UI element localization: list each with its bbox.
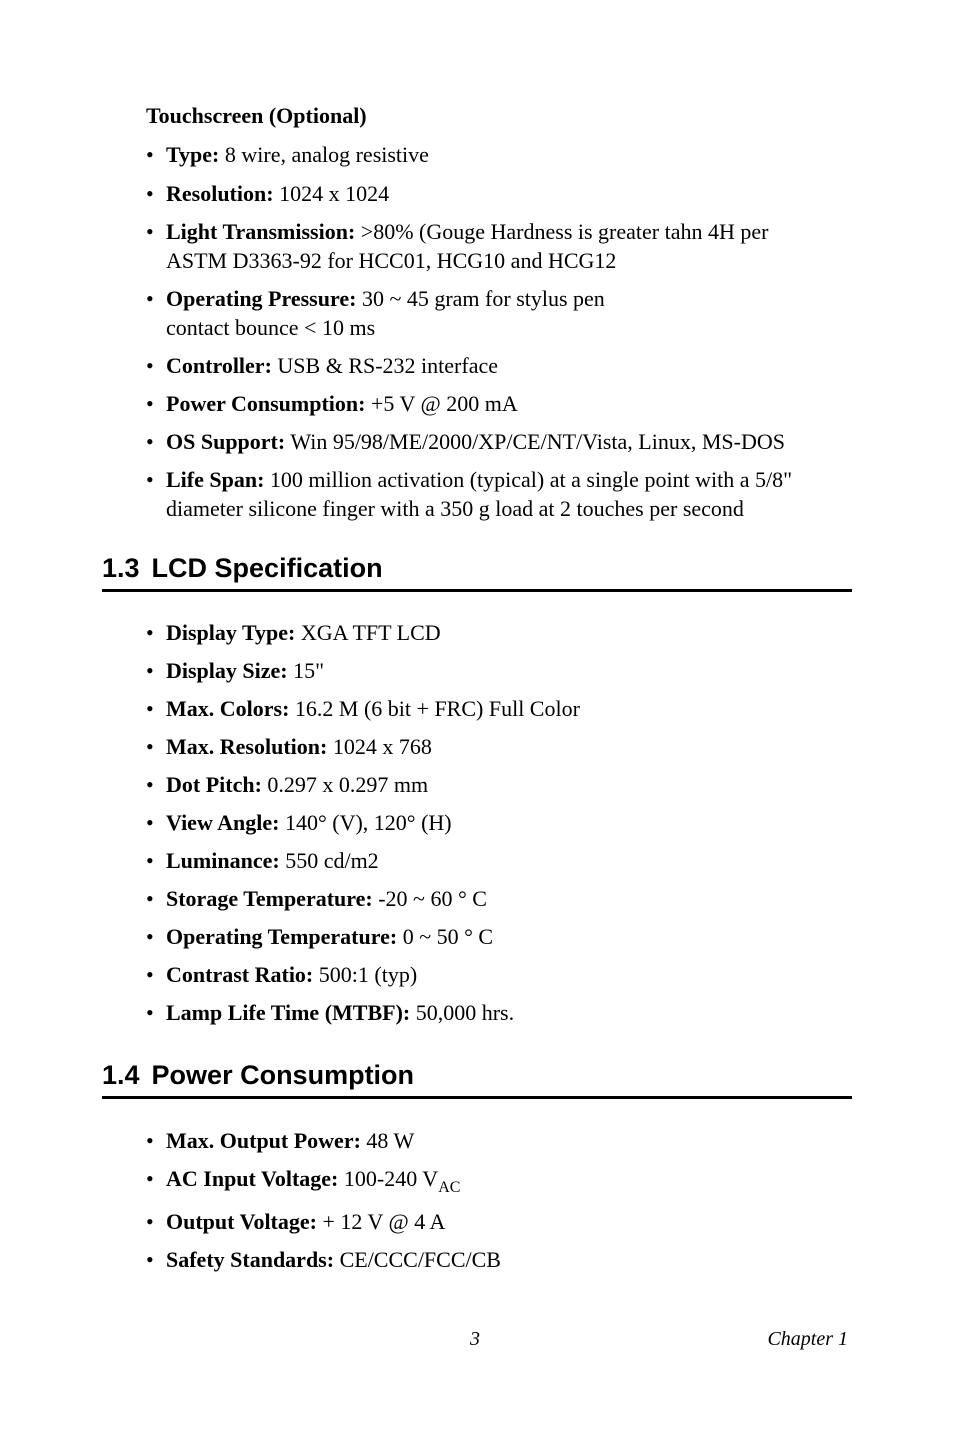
section-heading-lcd	[102, 551, 852, 592]
spec-label: Controller:	[166, 353, 272, 378]
spec-value: 50,000 hrs.	[415, 1000, 515, 1025]
spec-label: Contrast Ratio:	[166, 962, 314, 987]
spec-value: XGA TFT LCD	[300, 620, 441, 645]
spec-value: 30 ~ 45 gram for stylus pen	[361, 286, 605, 311]
spec-item-dot-pitch	[146, 770, 856, 799]
chapter-label: Chapter 1	[767, 1328, 848, 1350]
spec-value: USB & RS-232 interface	[277, 353, 498, 378]
spec-item-output-voltage	[146, 1207, 856, 1236]
spec-item-light-transmission	[146, 217, 856, 275]
spec-value: -20 ~ 60 ° C	[378, 886, 487, 911]
spec-label: Resolution:	[166, 181, 274, 206]
spec-value: 500:1 (typ)	[318, 962, 418, 987]
spec-value: Win 95/98/ME/2000/XP/CE/NT/Vista, Linux, MS-DOS	[290, 429, 785, 454]
power-spec-list	[146, 1126, 856, 1274]
spec-value: + 12 V @ 4 A	[322, 1209, 446, 1234]
touchscreen-spec-list	[146, 140, 856, 523]
spec-label: Operating Temperature:	[166, 924, 398, 949]
section-title: LCD Specification	[151, 553, 383, 583]
spec-value: 8 wire, analog resistive	[224, 142, 429, 167]
spec-value: 48 W	[366, 1128, 415, 1153]
spec-item-lamp-life-time	[146, 998, 856, 1027]
spec-value-cont: diameter silicone finger with a 350 g load at 2 touches per second	[166, 496, 744, 521]
section-heading-power	[102, 1058, 852, 1099]
touchscreen-heading: Touchscreen (Optional)	[146, 103, 367, 128]
spec-item-view-angle	[146, 808, 856, 837]
section-title: Power Consumption	[151, 1060, 415, 1090]
spec-item-type	[146, 140, 856, 169]
spec-item-display-size	[146, 656, 856, 685]
lcd-spec-list	[146, 618, 856, 1027]
spec-item-storage-temperature	[146, 884, 856, 913]
spec-item-life-span	[146, 465, 856, 523]
spec-label: Dot Pitch:	[166, 772, 262, 797]
section-number: 1.3	[102, 553, 140, 583]
spec-item-max-resolution	[146, 732, 856, 761]
spec-value-cont: contact bounce < 10 ms	[166, 315, 376, 340]
spec-value: 140° (V), 120° (H)	[284, 810, 452, 835]
spec-item-resolution	[146, 179, 856, 208]
spec-item-safety-standards	[146, 1245, 856, 1274]
spec-label: OS Support:	[166, 429, 286, 454]
spec-label: Type:	[166, 142, 220, 167]
spec-value: CE/CCC/FCC/CB	[339, 1247, 501, 1272]
spec-item-os-support	[146, 427, 856, 456]
spec-label: Storage Temperature:	[166, 886, 373, 911]
spec-label: View Angle:	[166, 810, 280, 835]
spec-item-luminance	[146, 846, 856, 875]
spec-label: Operating Pressure:	[166, 286, 357, 311]
spec-item-max-output-power	[146, 1126, 856, 1155]
spec-item-display-type	[146, 618, 856, 647]
spec-value-cont: ASTM D3363-92 for HCC01, HCG10 and HCG12	[166, 248, 617, 273]
spec-value: +5 V @ 200 mA	[370, 391, 518, 416]
spec-item-ac-input-voltage	[146, 1164, 856, 1196]
spec-value: 550 cd/m2	[285, 848, 379, 873]
spec-item-max-colors	[146, 694, 856, 723]
spec-item-operating-pressure	[146, 284, 856, 342]
spec-item-operating-temperature	[146, 922, 856, 951]
spec-value: 0.297 x 0.297 mm	[267, 772, 429, 797]
spec-label: AC Input Voltage:	[166, 1166, 339, 1191]
spec-value: >80% (Gouge Hardness is greater tahn 4H per	[360, 219, 769, 244]
spec-label: Max. Output Power:	[166, 1128, 361, 1153]
spec-value: 100-240 V	[343, 1166, 439, 1191]
spec-label: Display Size:	[166, 658, 288, 683]
spec-label: Lamp Life Time (MTBF):	[166, 1000, 411, 1025]
spec-value: 1024 x 768	[332, 734, 432, 759]
spec-label: Power Consumption:	[166, 391, 366, 416]
spec-label: Output Voltage:	[166, 1209, 317, 1234]
spec-label: Max. Resolution:	[166, 734, 328, 759]
section-number: 1.4	[102, 1060, 140, 1090]
spec-item-power-consumption	[146, 389, 856, 418]
spec-label: Luminance:	[166, 848, 280, 873]
page-number: 3	[470, 1328, 480, 1350]
spec-value-subscript: AC	[438, 1179, 461, 1196]
spec-value: 15"	[293, 658, 325, 683]
spec-value: 100 million activation (typical) at a single point with a 5/8"	[269, 467, 793, 492]
spec-value: 1024 x 1024	[279, 181, 390, 206]
spec-value: 16.2 M (6 bit + FRC) Full Color	[294, 696, 580, 721]
spec-label: Light Transmission:	[166, 219, 356, 244]
spec-label: Display Type:	[166, 620, 296, 645]
spec-item-contrast-ratio	[146, 960, 856, 989]
spec-label: Max. Colors:	[166, 696, 290, 721]
spec-label: Safety Standards:	[166, 1247, 335, 1272]
spec-item-controller	[146, 351, 856, 380]
spec-label: Life Span:	[166, 467, 265, 492]
spec-value: 0 ~ 50 ° C	[402, 924, 494, 949]
